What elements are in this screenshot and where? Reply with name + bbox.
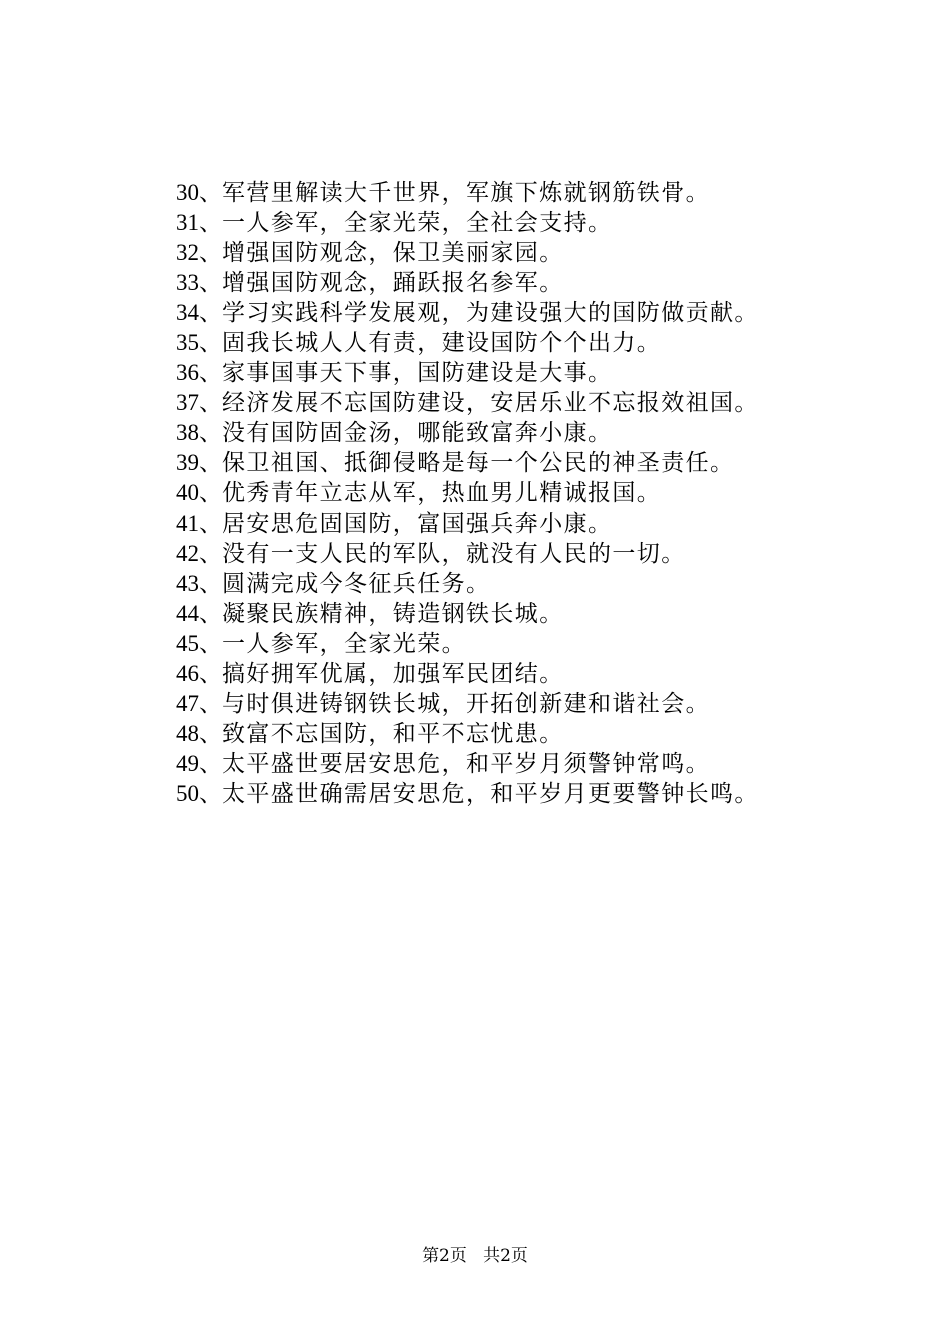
item-separator: 、 xyxy=(199,480,222,507)
list-item xyxy=(176,509,876,539)
item-number: 44 xyxy=(176,600,199,626)
item-number: 49 xyxy=(176,750,199,776)
item-separator: 、 xyxy=(199,210,222,237)
item-text: 增强国防观念，踊跃报名参军。 xyxy=(222,270,564,297)
item-text: 搞好拥军优属，加强军民团结。 xyxy=(222,660,564,687)
slogan-list xyxy=(176,178,876,809)
item-separator: 、 xyxy=(199,420,222,447)
list-item xyxy=(176,779,876,809)
item-number: 35 xyxy=(176,330,199,356)
item-number: 30 xyxy=(176,180,199,205)
item-number: 48 xyxy=(176,720,199,746)
list-item xyxy=(176,298,876,328)
list-item xyxy=(176,719,876,749)
footer-spacer xyxy=(472,1246,477,1266)
item-text: 一人参军，全家光荣，全社会支持。 xyxy=(222,210,613,237)
item-text: 与时俱进铸钢铁长城，开拓创新建和谐社会。 xyxy=(222,690,710,717)
item-separator: 、 xyxy=(199,720,222,747)
item-text: 保卫祖国、抵御侵略是每一个公民的神圣责任。 xyxy=(222,450,735,477)
item-separator: 、 xyxy=(199,600,222,627)
item-number: 34 xyxy=(176,300,199,326)
list-item xyxy=(176,448,876,478)
item-text: 圆满完成今冬征兵任务。 xyxy=(222,570,491,597)
item-separator: 、 xyxy=(199,390,222,417)
item-separator: 、 xyxy=(199,660,222,687)
list-item xyxy=(176,749,876,779)
list-item xyxy=(176,478,876,508)
list-item xyxy=(176,238,876,268)
item-text: 致富不忘国防，和平不忘忧患。 xyxy=(222,720,564,747)
item-separator: 、 xyxy=(199,300,222,327)
page-total: 共2页 xyxy=(483,1246,528,1266)
item-text: 太平盛世确需居安思危，和平岁月更要警钟长鸣。 xyxy=(222,780,759,807)
item-number: 43 xyxy=(176,570,199,596)
item-text: 经济发展不忘国防建设，安居乐业不忘报效祖国。 xyxy=(222,390,759,417)
item-number: 47 xyxy=(176,690,199,716)
item-number: 32 xyxy=(176,240,199,266)
page-footer xyxy=(0,1244,950,1268)
item-number: 45 xyxy=(176,630,199,656)
item-text: 增强国防观念，保卫美丽家园。 xyxy=(222,240,564,267)
item-text: 居安思危固国防，富国强兵奔小康。 xyxy=(222,510,613,537)
list-item xyxy=(176,599,876,629)
item-separator: 、 xyxy=(199,780,222,807)
item-separator: 、 xyxy=(199,690,222,717)
item-text: 没有国防固金汤，哪能致富奔小康。 xyxy=(222,420,613,447)
item-separator: 、 xyxy=(199,630,222,657)
item-number: 41 xyxy=(176,510,199,536)
item-text: 一人参军，全家光荣。 xyxy=(222,630,466,657)
item-separator: 、 xyxy=(199,330,222,357)
item-separator: 、 xyxy=(199,180,222,206)
item-text: 优秀青年立志从军，热血男儿精诚报国。 xyxy=(222,480,662,507)
list-item xyxy=(176,629,876,659)
item-separator: 、 xyxy=(199,270,222,297)
list-item xyxy=(176,539,876,569)
item-number: 40 xyxy=(176,480,199,506)
item-number: 38 xyxy=(176,420,199,446)
item-separator: 、 xyxy=(199,450,222,477)
item-number: 39 xyxy=(176,450,199,476)
item-text: 没有一支人民的军队，就没有人民的一切。 xyxy=(222,540,686,567)
item-text: 家事国事天下事，国防建设是大事。 xyxy=(222,360,613,387)
list-item xyxy=(176,268,876,298)
list-item xyxy=(176,208,876,238)
page-number: 第2页 xyxy=(422,1246,467,1266)
item-separator: 、 xyxy=(199,540,222,567)
item-text: 固我长城人人有责，建设国防个个出力。 xyxy=(222,330,662,357)
item-number: 50 xyxy=(176,780,199,806)
item-number: 31 xyxy=(176,210,199,236)
item-text: 军营里解读大千世界，军旗下炼就钢筋铁骨。 xyxy=(222,180,710,206)
item-text: 学习实践科学发展观，为建设强大的国防做贡献。 xyxy=(222,300,759,327)
list-item xyxy=(176,418,876,448)
item-number: 36 xyxy=(176,360,199,386)
item-text: 凝聚民族精神，铸造钢铁长城。 xyxy=(222,600,564,627)
item-separator: 、 xyxy=(199,510,222,537)
list-item xyxy=(176,328,876,358)
item-separator: 、 xyxy=(199,240,222,267)
item-separator: 、 xyxy=(199,570,222,597)
item-separator: 、 xyxy=(199,360,222,387)
item-number: 42 xyxy=(176,540,199,566)
item-separator: 、 xyxy=(199,750,222,777)
item-number: 33 xyxy=(176,270,199,296)
list-item xyxy=(176,358,876,388)
list-item xyxy=(176,569,876,599)
list-item xyxy=(176,388,876,418)
list-item xyxy=(176,689,876,719)
item-number: 46 xyxy=(176,660,199,686)
item-text: 太平盛世要居安思危，和平岁月须警钟常鸣。 xyxy=(222,750,710,777)
list-item xyxy=(176,178,876,208)
list-item xyxy=(176,659,876,689)
item-number: 37 xyxy=(176,390,199,416)
